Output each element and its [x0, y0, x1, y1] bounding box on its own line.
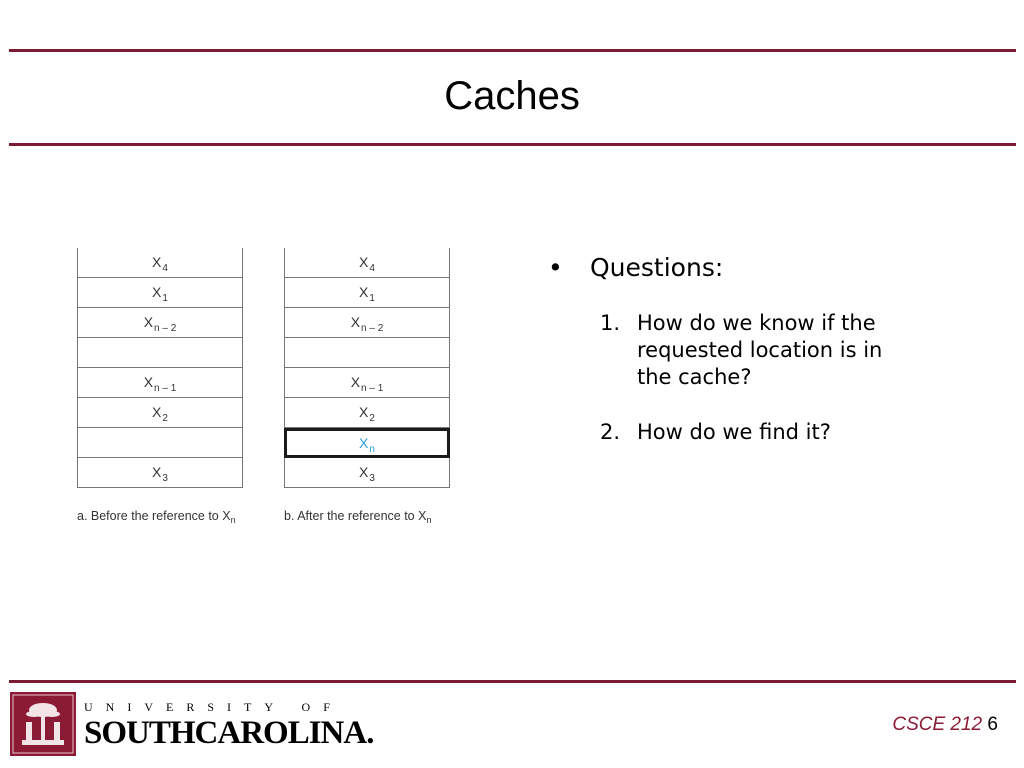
- course-code: CSCE 212: [892, 714, 983, 735]
- list-item: [600, 310, 928, 391]
- list-number: 2.: [600, 420, 621, 444]
- cache-block: $X_{n - 1}$: [284, 368, 450, 398]
- cache-block: $X_4$: [284, 248, 450, 278]
- university-seal-logo: [10, 692, 76, 756]
- cache-block: $X_2$: [77, 398, 243, 428]
- cache-block: $X_2$: [284, 398, 450, 428]
- university-wordmark: [84, 700, 373, 752]
- cache-block: $X_3$: [284, 458, 450, 488]
- cache-block: $X_{n - 2}$: [284, 308, 450, 338]
- footer-divider: [9, 680, 1016, 683]
- bullet-item: [548, 252, 928, 284]
- title-divider: [9, 143, 1016, 146]
- bullet-text: Questions:: [590, 253, 724, 282]
- top-divider: [9, 49, 1016, 52]
- footer-course-info: [892, 714, 998, 736]
- list-item: [600, 419, 928, 446]
- cache-block: $X_4$: [77, 248, 243, 278]
- cache-after-column: [284, 248, 450, 488]
- cache-block-empty: [77, 428, 243, 458]
- list-number: 1.: [600, 311, 621, 335]
- cache-block: $X_{n - 2}$: [77, 308, 243, 338]
- cache-before-column: [77, 248, 243, 488]
- cache-block-empty: [77, 338, 243, 368]
- bullet-marker: •: [548, 253, 563, 282]
- slide-title: Caches: [444, 74, 580, 118]
- cache-block: $X_{n - 1}$: [77, 368, 243, 398]
- wordmark-bottom: SOUTHCAROLINA.: [84, 715, 374, 751]
- numbered-list: [600, 310, 928, 446]
- palmetto-icon: [10, 692, 76, 756]
- list-text: How do we know if the requested location is in the cache?: [637, 311, 883, 389]
- cache-block: $X_3$: [77, 458, 243, 488]
- caption-after: b. After the reference to $X_n$: [284, 509, 432, 525]
- cache-block-empty: [284, 338, 450, 368]
- cache-block-new: $X_n$: [284, 428, 450, 458]
- page-number: 6: [987, 714, 998, 735]
- list-text: How do we find it?: [637, 420, 831, 444]
- questions-list: [548, 252, 928, 474]
- cache-block: $X_1$: [77, 278, 243, 308]
- cache-block: $X_1$: [284, 278, 450, 308]
- caption-before: a. Before the reference to $X_n$: [77, 509, 236, 525]
- wordmark-top: UNIVERSITY OF: [84, 700, 343, 714]
